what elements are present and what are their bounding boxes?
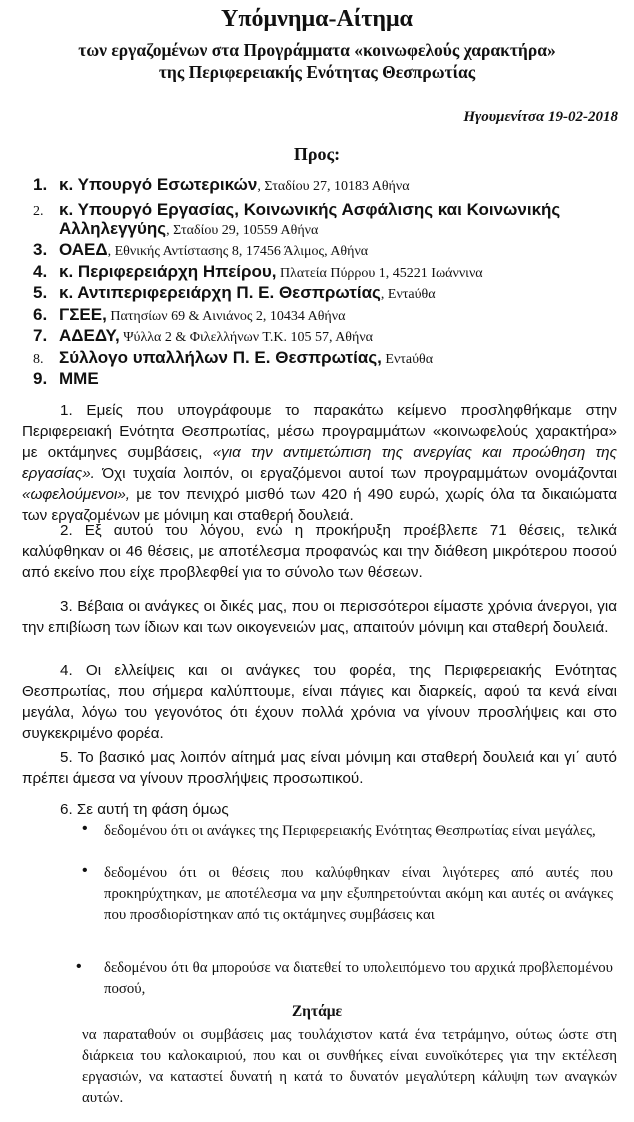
recipient-number: 5. [33, 283, 48, 302]
bullet-icon: • [82, 862, 88, 879]
recipient-address: Πατησίων 69 & Αινιάνος 2, 10434 Αθήνα [106, 309, 346, 324]
bullet-item: δεδομένου ότι οι θέσεις που καλύφθηκαν είναι λιγότερες από αυτές που προκηρύχτηκαν, με αποτέλεσμα να μην εξυπηρετούνται ακόμη και αυτές οι ανάγκες που προσδιορίστηκαν από τις οκτάμηνες συμβάσεις και [104, 865, 613, 923]
recipient-name: Σύλλογο υπαλλήλων Π. Ε. Θεσπρωτίας, [59, 348, 382, 367]
document-subtitle-1: των εργαζομένων στα Προγράμματα «κοινωφελούς χαρακτήρα» [78, 40, 556, 60]
bullet-icon: • [82, 820, 88, 837]
recipient-name: ΓΣΕΕ, [59, 305, 107, 324]
paragraph-1-text-b: Όχι τυχαία λοιπόν, οι εργαζόμενοι αυτοί των προγραμμάτων ονομάζονται [94, 465, 617, 482]
recipient-address: , Σταδίου 27, 10183 Αθήνα [257, 179, 410, 194]
recipient-name: κ. Αντιπεριφερειάρχη Π. Ε. Θεσπρωτίας [59, 283, 381, 302]
recipient-name: κ. Περιφερειάρχη Ηπείρου, [59, 262, 277, 281]
recipient-item [33, 240, 368, 260]
recipients-heading: Προς: [293, 144, 341, 164]
paragraph-6: 6. Σε αυτή τη φάση όμως [60, 801, 229, 818]
recipient-item [33, 200, 560, 220]
recipient-item [33, 262, 483, 282]
recipient-number: 3. [33, 240, 48, 259]
recipient-number: 6. [33, 305, 48, 324]
demand-heading: Ζητάμε [291, 1003, 343, 1020]
bullet-item: δεδομένου ότι θα μπορούσε να διατεθεί το υπολειπόμενο του αρχικά προβλεπομένου ποσού, [104, 960, 613, 997]
recipient-number: 2. [33, 204, 44, 219]
paragraph-3: 3. Βέβαια οι ανάγκες οι δικές μας, που οι περισσότεροι είμαστε χρόνια άνεργοι, για την επιβίωση των ίδιων και των οικογενειών μας, απαιτούν μόνιμη και σταθερή δουλειά. [22, 598, 617, 636]
recipient-number: 9. [33, 369, 48, 388]
recipient-item [33, 326, 373, 346]
recipient-name: κ. Υπουργό Εσωτερικών [59, 175, 258, 194]
recipient-number: 1. [33, 175, 48, 194]
bullet-icon: • [76, 958, 82, 975]
recipient-name: ΜΜΕ [59, 369, 99, 388]
document-subtitle-2: της Περιφερειακής Ενότητας Θεσπρωτίας [158, 62, 476, 82]
paragraph-1 [22, 400, 617, 526]
recipient-address: Πλατεία Πύρρου 1, 45221 Ιωάννινα [276, 266, 483, 281]
recipient-address: , Σταδίου 29, 10559 Αθήνα [166, 223, 319, 238]
recipient-name-continued: Αλληλεγγύης [59, 219, 167, 238]
recipient-item-continuation [59, 219, 318, 239]
paragraph-4: 4. Οι ελλείψεις και οι ανάγκες του φορέα, της Περιφερειακής Ενότητας Θεσπρωτίας, που σήμερα καλύπτουμε, είναι πάγιες και διαρκείς, αφού τα κενά είναι μεγάλα, λόγω του γεγονότος ότι έχουν πολλά χρόνια να γίνουν προσλήψεις και στο συγκεκριμένο φορέα. [22, 662, 617, 742]
recipient-number: 4. [33, 262, 48, 281]
paragraph-5: 5. Το βασικό μας λοιπόν αίτημά μας είναι μόνιμη και σταθερή δουλειά και γι΄ αυτό πρέπει άμεσα να γίνουν προσλήψεις προσωπικού. [22, 749, 617, 787]
recipient-number: 8. [33, 352, 44, 367]
demand-text: να παραταθούν οι συμβάσεις μας τουλάχιστον κατά ένα τετράμηνο, ούτως ώστε στη διάρκεια του καλοκαιριού, που και οι συνθήκες είναι ευνοϊκότερες για την εκτέλεση εργασιών, να καταστεί δυνατή η κατά το δυνατόν μεγαλύτερη κάλυψη των αναγκών αυτών. [82, 1027, 617, 1106]
paragraph-1-quote-1: «για την αντιμετώπιση της ανεργίας και προώθηση της εργασίας». [22, 444, 617, 482]
document-title: Υπόμνημα-Αίτημα [221, 6, 413, 32]
bullet-item: δεδομένου ότι οι ανάγκες της Περιφερειακής Ενότητας Θεσπρωτίας είναι μεγάλες, [104, 823, 596, 839]
recipient-address: , Εντaύθα [380, 287, 436, 302]
paragraph-1-quote-2: «ωφελούμενοι», [22, 486, 130, 503]
recipient-address: Εντaύθα [381, 352, 434, 367]
recipient-name: ΑΔΕΔΥ, [59, 326, 120, 345]
recipient-number: 7. [33, 326, 48, 345]
recipient-item [33, 369, 99, 389]
recipient-name: ΟΑΕΔ [59, 240, 108, 259]
recipient-item [33, 175, 410, 195]
recipient-address: Ψύλλα 2 & Φιλελλήνων Τ.Κ. 105 57, Αθήνα [119, 330, 373, 345]
recipient-item [33, 348, 433, 368]
recipient-item [33, 283, 436, 303]
recipient-item [33, 305, 345, 325]
document-date: Ηγουμενίτσα 19-02-2018 [463, 109, 618, 125]
recipient-name: κ. Υπουργό Εργασίας, Κοινωνικής Ασφάλισης και Κοινωνικής [59, 200, 561, 219]
paragraph-1-text-a: 1. Εμείς που υπογράφουμε το παρακάτω κείμενο προσληφθήκαμε στην Περιφερειακή Ενότητα Θεσπρωτίας, μέσω προγραμμάτων «κοινωφελούς χαρακτήρα» με οκτάμηνες συμβάσεις, [22, 402, 617, 461]
paragraph-2: 2. Εξ αυτού του λόγου, ενώ η προκήρυξη προέβλεπε 71 θέσεις, τελικά καλύφθηκαν οι 46 θέσεις, με αποτέλεσμα προφανώς και την διάθεση μικρότερου ποσού από εκείνο που είχε προβλεφθεί για το σύνολο των θέσεων. [22, 522, 617, 581]
recipient-address: , Εθνικής Αντίστασης 8, 17456 Άλιμος, Αθήνα [107, 244, 369, 259]
paragraph-1-text-c: με τον πενιχρό μισθό των 420 ή 490 ευρώ, χωρίς όλα τα δικαιώματα των εργαζομένων με μόνιμη και σταθερή δουλειά. [22, 486, 617, 524]
